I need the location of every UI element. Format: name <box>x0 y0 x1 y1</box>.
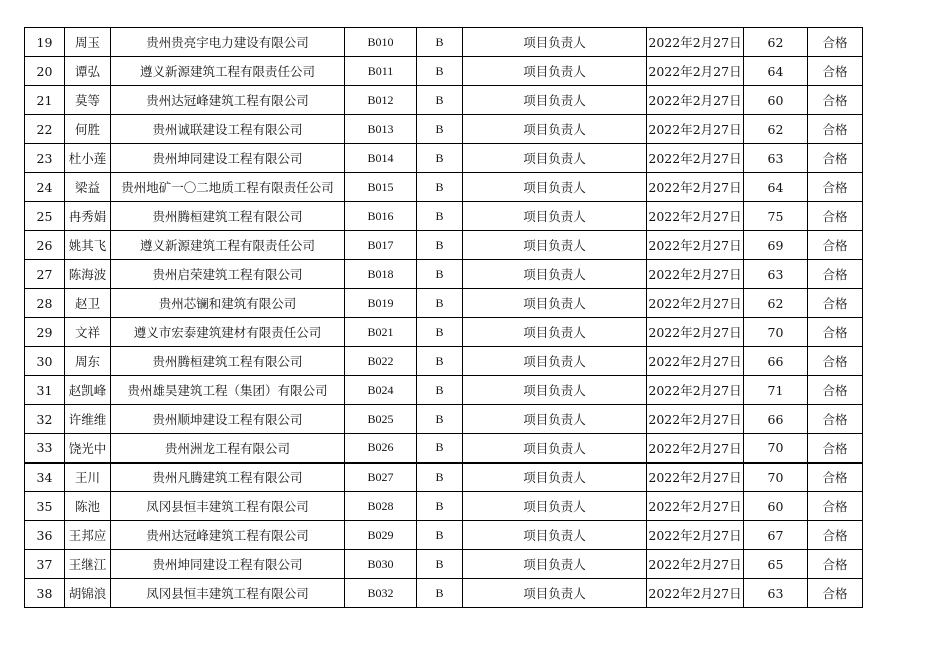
cell-score: 62 <box>744 28 808 57</box>
cell-grade: B <box>417 521 463 550</box>
cell-grade: B <box>417 28 463 57</box>
cell-company: 贵州坤同建设工程有限公司 <box>111 550 345 579</box>
cell-code: B022 <box>345 347 417 376</box>
cell-result: 合格 <box>808 492 863 521</box>
cell-score: 64 <box>744 173 808 202</box>
cell-index: 28 <box>25 289 65 318</box>
cell-date: 2022年2月27日 <box>647 28 744 57</box>
cell-company: 贵州腾桓建筑工程有限公司 <box>111 347 345 376</box>
cell-name: 姚其飞 <box>65 231 111 260</box>
table-row <box>25 57 863 86</box>
cell-index: 27 <box>25 260 65 289</box>
cell-company: 遵义市宏泰建筑建材有限责任公司 <box>111 318 345 347</box>
cell-date: 2022年2月27日 <box>647 318 744 347</box>
cell-score: 63 <box>744 144 808 173</box>
table-row <box>25 28 863 57</box>
cell-date: 2022年2月27日 <box>647 57 744 86</box>
cell-result: 合格 <box>808 231 863 260</box>
cell-role: 项目负责人 <box>463 521 647 550</box>
cell-date: 2022年2月27日 <box>647 521 744 550</box>
cell-code: B010 <box>345 28 417 57</box>
cell-company: 贵州坤同建设工程有限公司 <box>111 144 345 173</box>
cell-index: 21 <box>25 86 65 115</box>
cell-name: 周玉 <box>65 28 111 57</box>
cell-grade: B <box>417 318 463 347</box>
cell-name: 冉秀娟 <box>65 202 111 231</box>
cell-code: B011 <box>345 57 417 86</box>
cell-grade: B <box>417 434 463 463</box>
cell-grade: B <box>417 115 463 144</box>
table-row <box>25 550 863 579</box>
cell-result: 合格 <box>808 376 863 405</box>
cell-date: 2022年2月27日 <box>647 260 744 289</box>
cell-name: 陈海波 <box>65 260 111 289</box>
cell-code: B026 <box>345 434 417 463</box>
cell-name: 胡锦浪 <box>65 579 111 608</box>
cell-grade: B <box>417 347 463 376</box>
cell-code: B025 <box>345 405 417 434</box>
cell-grade: B <box>417 463 463 492</box>
cell-result: 合格 <box>808 579 863 608</box>
cell-result: 合格 <box>808 28 863 57</box>
cell-date: 2022年2月27日 <box>647 144 744 173</box>
cell-role: 项目负责人 <box>463 289 647 318</box>
table-row <box>25 376 863 405</box>
cell-role: 项目负责人 <box>463 463 647 492</box>
cell-code: B028 <box>345 492 417 521</box>
cell-index: 35 <box>25 492 65 521</box>
cell-grade: B <box>417 405 463 434</box>
cell-company: 遵义新源建筑工程有限责任公司 <box>111 57 345 86</box>
cell-company: 贵州地矿一〇二地质工程有限责任公司 <box>111 173 345 202</box>
table-row <box>25 115 863 144</box>
cell-name: 赵凯峰 <box>65 376 111 405</box>
table-row <box>25 144 863 173</box>
cell-code: B012 <box>345 86 417 115</box>
cell-company: 凤冈县恒丰建筑工程有限公司 <box>111 579 345 608</box>
cell-result: 合格 <box>808 86 863 115</box>
cell-score: 70 <box>744 463 808 492</box>
cell-grade: B <box>417 57 463 86</box>
table-row <box>25 173 863 202</box>
cell-index: 32 <box>25 405 65 434</box>
cell-score: 60 <box>744 86 808 115</box>
cell-grade: B <box>417 579 463 608</box>
cell-name: 杜小莲 <box>65 144 111 173</box>
cell-grade: B <box>417 144 463 173</box>
cell-date: 2022年2月27日 <box>647 347 744 376</box>
cell-date: 2022年2月27日 <box>647 579 744 608</box>
cell-code: B017 <box>345 231 417 260</box>
cell-company: 贵州达冠峰建筑工程有限公司 <box>111 521 345 550</box>
cell-company: 贵州雄昊建筑工程（集团）有限公司 <box>111 376 345 405</box>
cell-result: 合格 <box>808 521 863 550</box>
table-row <box>25 463 863 492</box>
cell-score: 66 <box>744 347 808 376</box>
table-row <box>25 231 863 260</box>
cell-index: 23 <box>25 144 65 173</box>
cell-score: 75 <box>744 202 808 231</box>
table-row <box>25 347 863 376</box>
cell-result: 合格 <box>808 202 863 231</box>
cell-index: 20 <box>25 57 65 86</box>
cell-company: 贵州凡腾建筑工程有限公司 <box>111 463 345 492</box>
cell-score: 67 <box>744 521 808 550</box>
cell-score: 70 <box>744 434 808 463</box>
table-row <box>25 492 863 521</box>
cell-company: 凤冈县恒丰建筑工程有限公司 <box>111 492 345 521</box>
cell-grade: B <box>417 550 463 579</box>
cell-name: 陈池 <box>65 492 111 521</box>
cell-date: 2022年2月27日 <box>647 550 744 579</box>
cell-code: B014 <box>345 144 417 173</box>
cell-role: 项目负责人 <box>463 202 647 231</box>
cell-role: 项目负责人 <box>463 144 647 173</box>
cell-name: 饶光中 <box>65 434 111 463</box>
cell-code: B029 <box>345 521 417 550</box>
cell-score: 69 <box>744 231 808 260</box>
cell-role: 项目负责人 <box>463 115 647 144</box>
cell-name: 许维维 <box>65 405 111 434</box>
table-row <box>25 260 863 289</box>
cell-grade: B <box>417 202 463 231</box>
cell-code: B016 <box>345 202 417 231</box>
cell-score: 66 <box>744 405 808 434</box>
cell-name: 莫等 <box>65 86 111 115</box>
cell-index: 33 <box>25 434 65 463</box>
cell-code: B032 <box>345 579 417 608</box>
cell-index: 25 <box>25 202 65 231</box>
cell-score: 60 <box>744 492 808 521</box>
cell-result: 合格 <box>808 347 863 376</box>
cell-date: 2022年2月27日 <box>647 376 744 405</box>
table-body <box>25 28 863 608</box>
cell-name: 文祥 <box>65 318 111 347</box>
table-row <box>25 289 863 318</box>
cell-score: 62 <box>744 115 808 144</box>
cell-company: 贵州启荣建筑工程有限公司 <box>111 260 345 289</box>
cell-name: 赵卫 <box>65 289 111 318</box>
cell-grade: B <box>417 260 463 289</box>
cell-role: 项目负责人 <box>463 347 647 376</box>
cell-role: 项目负责人 <box>463 173 647 202</box>
table-row <box>25 202 863 231</box>
cell-result: 合格 <box>808 144 863 173</box>
cell-score: 62 <box>744 289 808 318</box>
cell-company: 遵义新源建筑工程有限责任公司 <box>111 231 345 260</box>
cell-name: 王继江 <box>65 550 111 579</box>
cell-company: 贵州贵亮宇电力建设有限公司 <box>111 28 345 57</box>
cell-company: 贵州芯镧和建筑有限公司 <box>111 289 345 318</box>
cell-grade: B <box>417 289 463 318</box>
table-row <box>25 405 863 434</box>
cell-grade: B <box>417 231 463 260</box>
table-row <box>25 318 863 347</box>
cell-company: 贵州达冠峰建筑工程有限公司 <box>111 86 345 115</box>
cell-company: 贵州顺坤建设工程有限公司 <box>111 405 345 434</box>
cell-result: 合格 <box>808 318 863 347</box>
cell-index: 26 <box>25 231 65 260</box>
cell-date: 2022年2月27日 <box>647 289 744 318</box>
table-row <box>25 434 863 463</box>
cell-index: 31 <box>25 376 65 405</box>
cell-result: 合格 <box>808 57 863 86</box>
cell-role: 项目负责人 <box>463 492 647 521</box>
cell-role: 项目负责人 <box>463 579 647 608</box>
cell-index: 22 <box>25 115 65 144</box>
cell-code: B019 <box>345 289 417 318</box>
cell-date: 2022年2月27日 <box>647 231 744 260</box>
cell-date: 2022年2月27日 <box>647 434 744 463</box>
cell-result: 合格 <box>808 463 863 492</box>
cell-index: 37 <box>25 550 65 579</box>
cell-code: B030 <box>345 550 417 579</box>
cell-result: 合格 <box>808 405 863 434</box>
cell-role: 项目负责人 <box>463 550 647 579</box>
cell-role: 项目负责人 <box>463 231 647 260</box>
cell-code: B024 <box>345 376 417 405</box>
cell-result: 合格 <box>808 550 863 579</box>
cell-result: 合格 <box>808 173 863 202</box>
cell-date: 2022年2月27日 <box>647 173 744 202</box>
cell-score: 65 <box>744 550 808 579</box>
cell-code: B013 <box>345 115 417 144</box>
cell-date: 2022年2月27日 <box>647 492 744 521</box>
cell-result: 合格 <box>808 260 863 289</box>
cell-score: 63 <box>744 579 808 608</box>
cell-role: 项目负责人 <box>463 86 647 115</box>
cell-company: 贵州腾桓建筑工程有限公司 <box>111 202 345 231</box>
cell-name: 王川 <box>65 463 111 492</box>
cell-index: 34 <box>25 463 65 492</box>
cell-grade: B <box>417 376 463 405</box>
cell-index: 19 <box>25 28 65 57</box>
cell-index: 29 <box>25 318 65 347</box>
cell-code: B015 <box>345 173 417 202</box>
cell-name: 梁益 <box>65 173 111 202</box>
cell-date: 2022年2月27日 <box>647 202 744 231</box>
cell-score: 64 <box>744 57 808 86</box>
cell-role: 项目负责人 <box>463 405 647 434</box>
table-row <box>25 521 863 550</box>
results-table <box>24 27 863 608</box>
cell-score: 63 <box>744 260 808 289</box>
cell-name: 周东 <box>65 347 111 376</box>
cell-result: 合格 <box>808 434 863 463</box>
cell-date: 2022年2月27日 <box>647 86 744 115</box>
cell-role: 项目负责人 <box>463 434 647 463</box>
cell-code: B018 <box>345 260 417 289</box>
cell-grade: B <box>417 173 463 202</box>
cell-code: B021 <box>345 318 417 347</box>
cell-date: 2022年2月27日 <box>647 405 744 434</box>
cell-index: 30 <box>25 347 65 376</box>
cell-code: B027 <box>345 463 417 492</box>
cell-role: 项目负责人 <box>463 260 647 289</box>
cell-role: 项目负责人 <box>463 376 647 405</box>
table-row <box>25 579 863 608</box>
cell-score: 70 <box>744 318 808 347</box>
cell-date: 2022年2月27日 <box>647 463 744 492</box>
cell-result: 合格 <box>808 289 863 318</box>
cell-grade: B <box>417 492 463 521</box>
cell-grade: B <box>417 86 463 115</box>
cell-name: 谭弘 <box>65 57 111 86</box>
cell-role: 项目负责人 <box>463 318 647 347</box>
table-row <box>25 86 863 115</box>
cell-company: 贵州洲龙工程有限公司 <box>111 434 345 463</box>
cell-name: 王邦应 <box>65 521 111 550</box>
cell-role: 项目负责人 <box>463 28 647 57</box>
cell-index: 24 <box>25 173 65 202</box>
cell-score: 71 <box>744 376 808 405</box>
cell-company: 贵州诚联建设工程有限公司 <box>111 115 345 144</box>
cell-index: 38 <box>25 579 65 608</box>
cell-role: 项目负责人 <box>463 57 647 86</box>
cell-result: 合格 <box>808 115 863 144</box>
cell-name: 何胜 <box>65 115 111 144</box>
cell-date: 2022年2月27日 <box>647 115 744 144</box>
cell-index: 36 <box>25 521 65 550</box>
